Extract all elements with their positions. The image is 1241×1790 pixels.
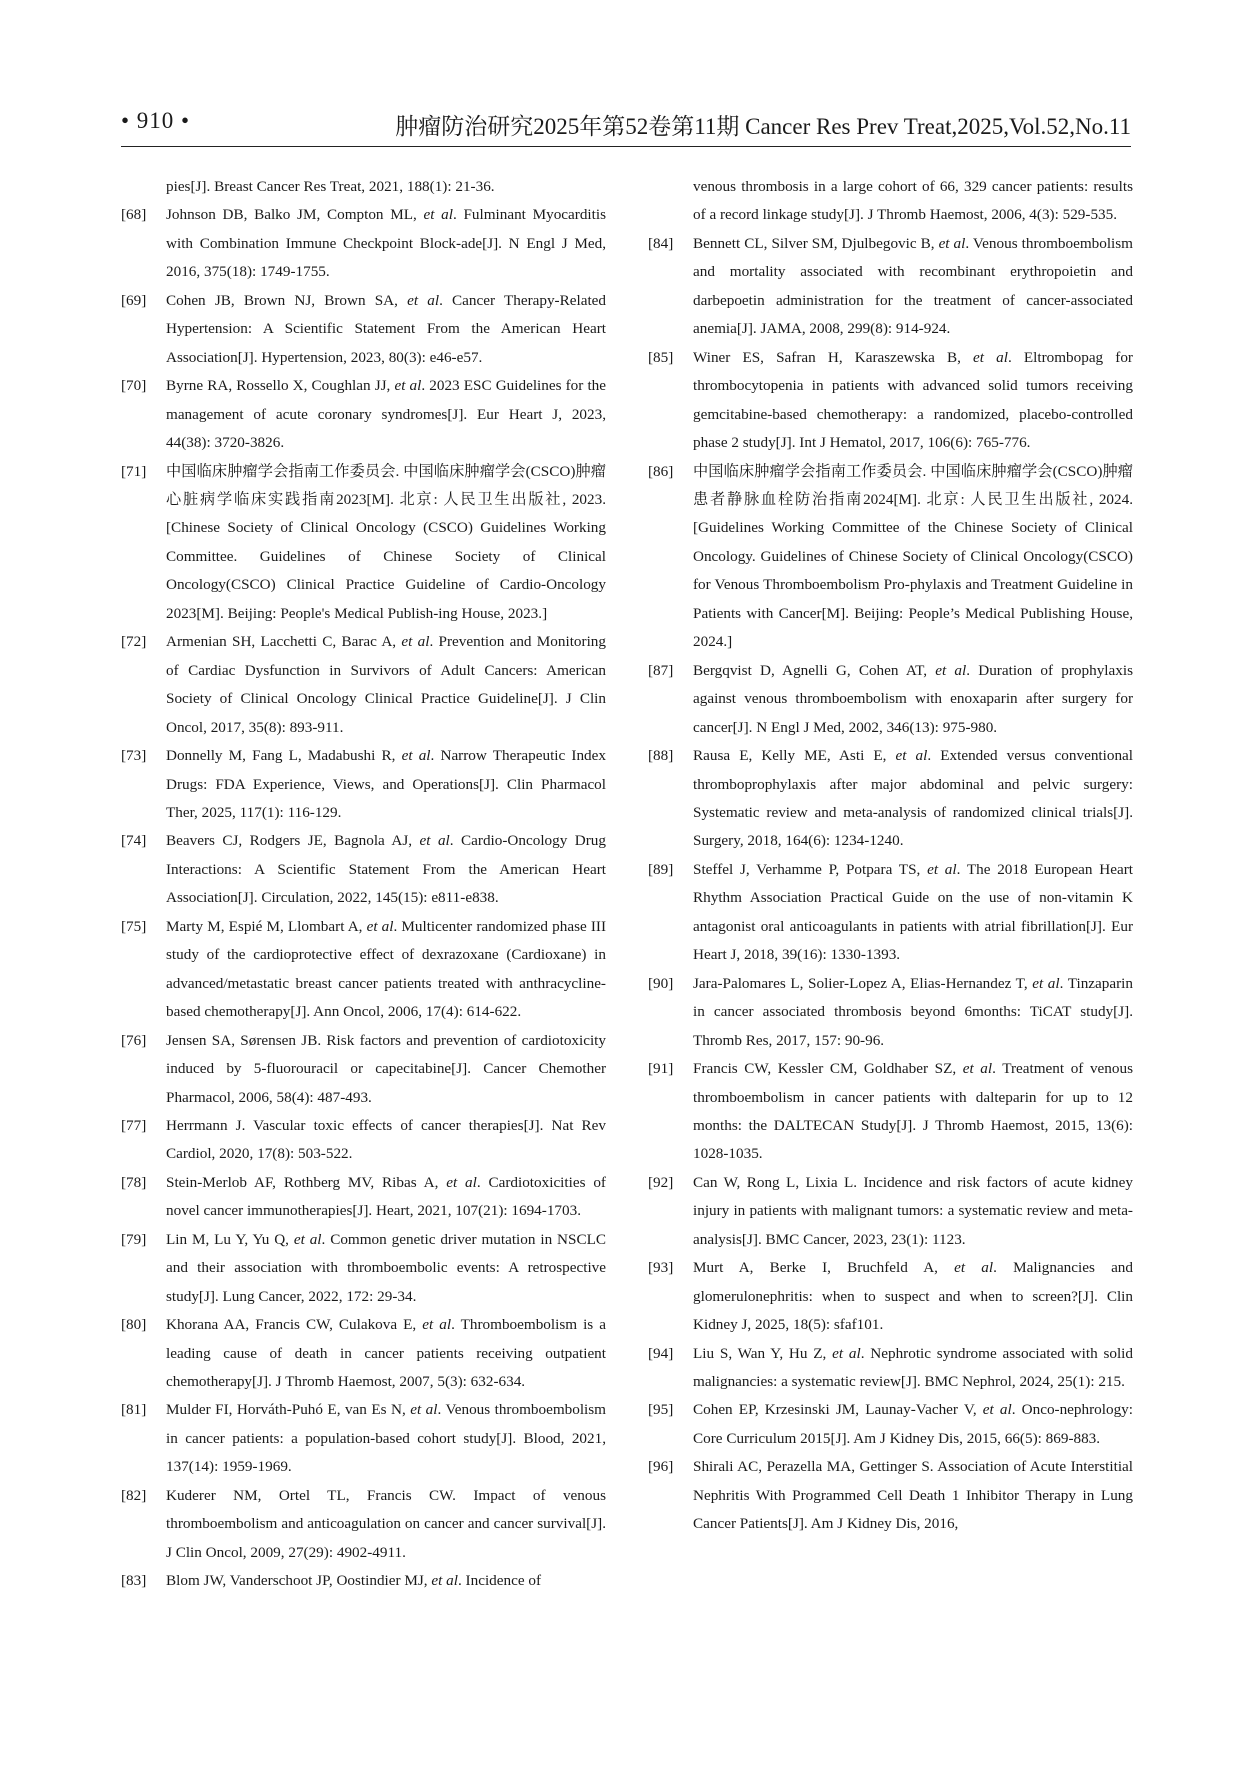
et-al-italic: et al [293, 1230, 322, 1248]
et-al-italic: et al [973, 348, 1008, 366]
reference-text-main: 中国临床肿瘤学会指南工作委员会. 中国临床肿瘤学会(CSCO)肿瘤心脏病学临床实践指南2023[M]. 北京: 人民卫生出版社, 2023. [Chinese Society of Clinical Oncology (CSCO) Guidelines Working Committee. Guidelines of Chinese Society of Clinical Oncology(CSCO) Clinical Practice Guideline of Cardio-Oncology 2023[M]. Beijing: People's Medical Publish-ing House, 2023.] [166, 462, 606, 622]
reference-text [693, 742, 1133, 856]
reference-number: [94] [648, 1344, 674, 1362]
reference-text-rest: . Incidence of [457, 1572, 542, 1590]
reference-text-rest: . Treatment of venous thromboembolism in cancer patients with dalteparin for up to 12 months: the DALTECAN Study[J]. J Thromb Haemost, 2015, 13(6): 1028-1035. [693, 1060, 1133, 1163]
reference-text-main: Murt A, Berke I, Bruchfeld A, [693, 1259, 955, 1277]
reference-text-main: Bennett CL, Silver SM, Djulbegovic B, [693, 234, 939, 252]
reference-column-left [121, 173, 606, 1596]
et-al-italic: et al [832, 1344, 861, 1362]
reference-number: [96] [648, 1458, 674, 1476]
reference-text-rest: pies[J]. Breast Cancer Res Treat, 2021, 188(1): 21-36. [166, 178, 495, 195]
et-al-italic: et al [927, 860, 957, 878]
et-al-italic: et al [935, 661, 967, 679]
reference-text-rest: . Cardio-Oncology Drug Interactions: A Scientific Statement From the American Heart Association[J]. Circulation, 2022, 145(15): e811-e838. [166, 832, 606, 907]
journal-running-title: 肿瘤防治研究2025年第52卷第11期 Cancer Res Prev Treat,2025,Vol.52,No.11 [395, 114, 1131, 139]
reference-number: [68] [121, 206, 147, 224]
reference-text-rest: . Cancer Therapy-Related Hypertension: A Scientific Statement From the American Heart Association[J]. Hypertension, 2023, 80(3): e46-e57. [166, 291, 606, 366]
reference-entry [121, 1027, 606, 1112]
reference-text-rest: . Venous thromboembolism in cancer patients: a population-based cohort study[J]. Blood, 2021, 137(14): 1959-1969. [166, 1401, 606, 1476]
reference-entry [648, 1396, 1133, 1453]
reference-entry [121, 1112, 606, 1169]
reference-entry [648, 1340, 1133, 1397]
reference-text [166, 372, 606, 457]
reference-number: [78] [121, 1173, 147, 1191]
reference-text-main: Herrmann J. Vascular toxic effects of cancer therapies[J]. Nat Rev Cardiol, 2020, 17(8): 503-522. [166, 1116, 606, 1163]
reference-text [166, 173, 606, 201]
reference-text-rest: . 2023 ESC Guidelines for the management of acute coronary syndromes[J]. Eur Heart J, 2023, 44(38): 3720-3826. [166, 377, 606, 452]
reference-text [693, 344, 1133, 458]
reference-text-rest: . Eltrombopag for thrombocytopenia in patients with advanced solid tumors receiving gemcitabine-based chemotherapy: a randomized, placebo-controlled phase 2 study[J]. Int J Hematol, 2017, 106(6): 765-776. [693, 348, 1133, 452]
reference-entry [648, 1254, 1133, 1339]
reference-text [693, 1340, 1133, 1397]
reference-text-main: Byrne RA, Rossello X, Coughlan JJ, [166, 377, 395, 395]
reference-text-main: Can W, Rong L, Lixia L. Incidence and risk factors of acute kidney injury in patients with malignant tumors: a systematic review and meta-analysis[J]. BMC Cancer, 2023, 23(1): 1123. [693, 1173, 1133, 1248]
reference-text-main: Stein-Merlob AF, Rothberg MV, Ribas A, [166, 1173, 447, 1191]
reference-number: [69] [121, 291, 147, 309]
reference-text [693, 173, 1133, 230]
reference-text-rest: . Extended versus conventional thromboprophylaxis after major abdominal and pelvic surgery: Systematic review and meta-analysis of randomized clinical trials[J]. Surgery, 2018, 164(6): 1234-1240. [693, 747, 1133, 850]
reference-text-main: Shirali AC, Perazella MA, Gettinger S. Association of Acute Interstitial Nephritis With Programmed Cell Death 1 Inhibitor Therapy in Lung Cancer Patients[J]. Am J Kidney Dis, 2016, [693, 1458, 1133, 1533]
reference-entry [121, 1169, 606, 1226]
reference-number: [89] [648, 860, 674, 878]
reference-entry [121, 913, 606, 1027]
et-al-italic: et al [895, 747, 928, 765]
reference-number: [72] [121, 633, 147, 651]
reference-text-main: Johnson DB, Balko JM, Compton ML, [166, 206, 424, 224]
reference-text-main: Beavers CJ, Rodgers JE, Bagnola AJ, [166, 832, 420, 850]
reference-text-main: Armenian SH, Lacchetti C, Barac A, [166, 633, 402, 651]
reference-text-rest: . Thromboembolism is a leading cause of death in cancer patients receiving outpatient chemotherapy[J]. J Thromb Haemost, 2007, 5(3): 632-634. [166, 1316, 606, 1391]
reference-entry [121, 1396, 606, 1481]
reference-number: [90] [648, 974, 674, 992]
et-al-italic: et al [962, 1060, 993, 1078]
reference-text [166, 1112, 606, 1169]
reference-entry [648, 1453, 1133, 1538]
et-al-italic: et al [410, 1401, 438, 1419]
et-al-italic: et al [954, 1259, 994, 1277]
reference-text-rest: . Cardiotoxicities of novel cancer immunotherapies[J]. Heart, 2021, 107(21): 1694-1703. [166, 1173, 606, 1220]
reference-text-main: Cohen EP, Krzesinski JM, Launay-Vacher V, [693, 1401, 983, 1419]
reference-entry [648, 173, 1133, 230]
reference-text [693, 1254, 1133, 1339]
reference-text-main: Blom JW, Vanderschoot JP, Oostindier MJ, [166, 1572, 432, 1590]
reference-text [693, 657, 1133, 742]
reference-text-rest: . Common genetic driver mutation in NSCLC and their association with thromboembolic events: A retrospective study[J]. Lung Cancer, 2022, 172: 29-34. [166, 1230, 606, 1305]
reference-number: [76] [121, 1031, 147, 1049]
reference-text [693, 458, 1133, 657]
reference-text [166, 742, 606, 827]
reference-number: [82] [121, 1486, 147, 1504]
et-al-italic: et al [401, 633, 430, 651]
reference-entry [121, 1482, 606, 1567]
et-al-italic: et al [1032, 974, 1060, 992]
reference-entry [121, 372, 606, 457]
reference-text-main: Mulder FI, Horváth-Puhó E, van Es N, [166, 1401, 411, 1419]
reference-text [693, 856, 1133, 970]
reference-text-rest: . Narrow Therapeutic Index Drugs: FDA Experience, Views, and Operations[J]. Clin Pharmacol Ther, 2025, 117(1): 116-129. [166, 747, 606, 821]
reference-text [166, 1311, 606, 1396]
reference-entry [648, 1169, 1133, 1254]
reference-text-main: Kuderer NM, Ortel TL, Francis CW. Impact of venous thromboembolism and anticoagulation on cancer and cancer survival[J]. J Clin Oncol, 2009, 27(29): 4902-4911. [166, 1486, 606, 1561]
reference-entry [648, 657, 1133, 742]
reference-entry [648, 742, 1133, 856]
reference-number: [79] [121, 1230, 147, 1248]
reference-entry [121, 628, 606, 742]
reference-number: [77] [121, 1116, 147, 1134]
reference-number: [92] [648, 1173, 674, 1191]
page-number: • 910 • [121, 108, 191, 133]
reference-text [166, 1027, 606, 1112]
reference-number: [75] [121, 917, 147, 935]
et-al-italic: et al [401, 747, 431, 765]
reference-entry [121, 173, 606, 201]
et-al-italic: et al [938, 234, 966, 252]
et-al-italic: et al [407, 291, 440, 309]
reference-entry [648, 970, 1133, 1055]
reference-number: [81] [121, 1401, 147, 1419]
header-rule [121, 146, 1131, 147]
reference-number: [74] [121, 832, 147, 850]
reference-entry [121, 1226, 606, 1311]
reference-text [693, 970, 1133, 1055]
reference-text-main: 中国临床肿瘤学会指南工作委员会. 中国临床肿瘤学会(CSCO)肿瘤患者静脉血栓防治指南2024[M]. 北京: 人民卫生出版社, 2024. [Guidelines Working Committee of the Chinese Society of Clinical Oncology. Guidelines of Chinese Society of Clinical Oncology(CSCO) for Venous Thromboembolism Pro-phylaxis and Treatment Guideline in Patients with Cancer[M]. Beijing: People’s Medical Publishing House, 2024.] [693, 462, 1133, 651]
reference-number: [71] [121, 462, 147, 480]
reference-number: [95] [648, 1401, 674, 1419]
reference-text-rest: . Fulminant Myocarditis with Combination Immune Checkpoint Block-ade[J]. N Engl J Med, 2016, 375(18): 1749-1755. [166, 206, 606, 281]
reference-entry [121, 287, 606, 372]
reference-text-main: Bergqvist D, Agnelli G, Cohen AT, [693, 661, 936, 679]
reference-text-rest: . The 2018 European Heart Rhythm Association Practical Guide on the use of non-vitamin K antagonist oral anticoagulants in patients with atrial fibrillation[J]. Eur Heart J, 2018, 39(16): 1330-1393. [693, 860, 1133, 964]
reference-text-rest: . Venous thromboembolism and mortality associated with recombinant erythropoietin and darbepoetin administration for the treatment of cancer-associated anemia[J]. JAMA, 2008, 299(8): 914-924. [693, 234, 1133, 338]
reference-number: [83] [121, 1572, 147, 1590]
reference-text [693, 1055, 1133, 1169]
reference-text-main: Lin M, Lu Y, Yu Q, [166, 1230, 294, 1248]
reference-text [166, 1226, 606, 1311]
reference-text-main: Winer ES, Safran H, Karaszewska B, [693, 348, 974, 366]
reference-text-rest: . Nephrotic syndrome associated with solid malignancies: a systematic review[J]. BMC Nephrol, 2024, 25(1): 215. [693, 1344, 1133, 1391]
reference-column-right [648, 173, 1133, 1539]
reference-text-main: Steffel J, Verhamme P, Potpara TS, [693, 860, 928, 878]
page-header [121, 108, 1131, 148]
reference-text-rest: . Multicenter randomized phase III study of the cardioprotective effect of dexrazoxane (Cardioxane) in advanced/metastatic breast cancer patients treated with anthracycline-based chemotherapy[J]. Ann Oncol, 2006, 17(4): 614-622. [166, 917, 606, 1021]
reference-text [166, 1567, 606, 1595]
reference-text-rest: . Malignancies and glomerulonephritis: when to suspect and when to screen?[J]. Clin Kidney J, 2025, 18(5): sfaf101. [693, 1259, 1133, 1334]
reference-text [166, 1482, 606, 1567]
reference-entry [648, 230, 1133, 344]
reference-text [166, 913, 606, 1027]
reference-entry [121, 1567, 606, 1595]
reference-entry [121, 201, 606, 286]
reference-text [166, 628, 606, 742]
reference-text-rest: . Duration of prophylaxis against venous thromboembolism with enoxaparin after surgery for cancer[J]. N Engl J Med, 2002, 346(13): 975-980. [693, 661, 1133, 736]
reference-number: [88] [648, 747, 674, 765]
reference-text [693, 1453, 1133, 1538]
reference-entry [648, 344, 1133, 458]
reference-text-rest: . Prevention and Monitoring of Cardiac Dysfunction in Survivors of Adult Cancers: American Society of Clinical Oncology Clinical Practice Guideline[J]. J Clin Oncol, 2017, 35(8): 893-911. [166, 633, 606, 736]
et-al-italic: et al [394, 377, 422, 395]
reference-entry [121, 827, 606, 912]
reference-text-rest: . Onco-nephrology: Core Curriculum 2015[J]. Am J Kidney Dis, 2015, 66(5): 869-883. [693, 1401, 1133, 1447]
et-al-italic: et al [366, 917, 394, 935]
reference-text-rest: . Tinzaparin in cancer associated thrombosis beyond 6months: TiCAT study[J]. Thromb Res, 2017, 157: 90-96. [693, 974, 1133, 1049]
reference-text-main: Francis CW, Kessler CM, Goldhaber SZ, [693, 1060, 963, 1078]
reference-text-main: Liu S, Wan Y, Hu Z, [693, 1344, 833, 1362]
et-al-italic: et al [431, 1572, 458, 1590]
reference-text-main: venous thrombosis in a large cohort of 66, 329 cancer patients: results of a record linkage study[J]. J Thromb Haemost, 2006, 4(3): 529-535. [693, 178, 1133, 224]
reference-text-main: Khorana AA, Francis CW, Culakova E, [166, 1316, 423, 1334]
reference-number: [93] [648, 1259, 674, 1277]
reference-entry [648, 856, 1133, 970]
reference-text [166, 1169, 606, 1226]
reference-text [166, 1396, 606, 1481]
reference-number: [70] [121, 377, 147, 395]
et-al-italic: et al [982, 1401, 1012, 1419]
reference-number: [85] [648, 348, 674, 366]
reference-number: [87] [648, 661, 674, 679]
reference-entry [121, 1311, 606, 1396]
reference-number: [80] [121, 1316, 147, 1334]
reference-text-main: Donnelly M, Fang L, Madabushi R, [166, 747, 402, 765]
reference-text-main: Rausa E, Kelly ME, Asti E, [693, 747, 896, 765]
reference-text [693, 1169, 1133, 1254]
reference-text [693, 230, 1133, 344]
reference-entry [121, 458, 606, 629]
et-al-italic: et al [419, 832, 450, 850]
reference-text [166, 201, 606, 286]
reference-text [166, 458, 606, 629]
reference-text-main: Cohen JB, Brown NJ, Brown SA, [166, 291, 408, 309]
et-al-italic: et al [423, 206, 453, 224]
reference-text [166, 827, 606, 912]
reference-number: [91] [648, 1060, 674, 1078]
reference-number: [86] [648, 462, 674, 480]
reference-entry [121, 742, 606, 827]
reference-text-main: Jara-Palomares L, Solier-Lopez A, Elias-Hernandez T, [693, 974, 1033, 992]
reference-number: [73] [121, 747, 147, 765]
reference-text-main: Marty M, Espié M, Llombart A, [166, 917, 367, 935]
reference-text [693, 1396, 1133, 1453]
reference-number: [84] [648, 234, 674, 252]
reference-entry [648, 1055, 1133, 1169]
reference-entry [648, 458, 1133, 657]
reference-text [166, 287, 606, 372]
et-al-italic: et al [446, 1173, 477, 1191]
reference-text-main: Jensen SA, Sørensen JB. Risk factors and prevention of cardiotoxicity induced by 5-fluorouracil or capecitabine[J]. Cancer Chemother Pharmacol, 2006, 58(4): 487-493. [166, 1031, 606, 1106]
et-al-italic: et al [422, 1316, 452, 1334]
